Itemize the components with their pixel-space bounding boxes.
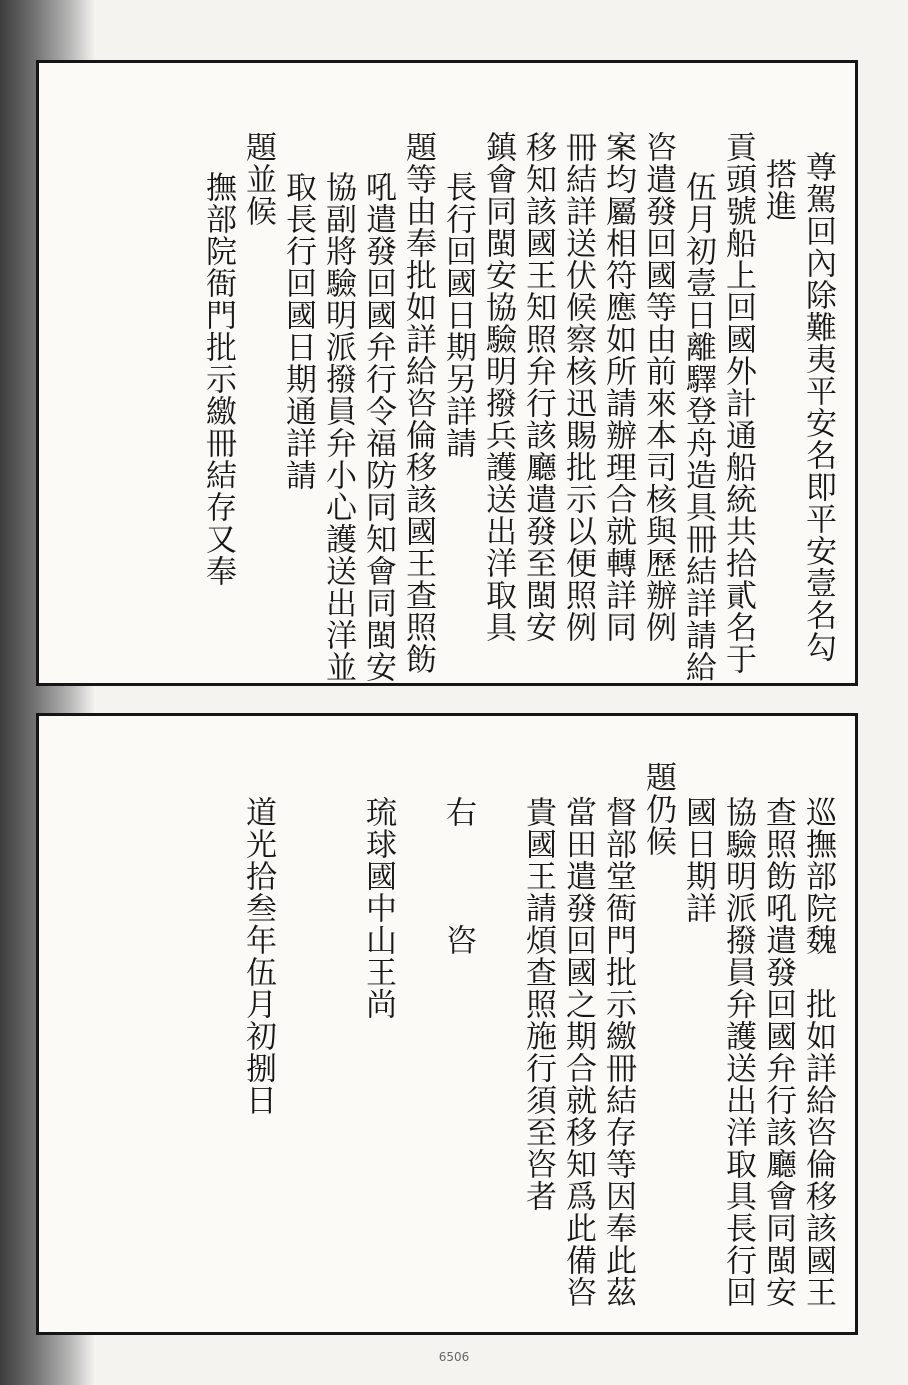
text-column: 伍月初壹日離驛登舟造具冊結詳請給 bbox=[680, 171, 716, 683]
text-column: 巡撫部院魏 批如詳給咨倫移該國王 bbox=[800, 796, 836, 1308]
addressee-column: 琉球國中山王尚 bbox=[360, 796, 396, 1020]
text-column: 鎮會同閩安協驗明撥兵護送出洋取具 bbox=[480, 131, 516, 643]
text-column: 題並候 bbox=[240, 131, 276, 227]
text-column: 協驗明派撥員弁護送出洋取具長行回 bbox=[720, 796, 756, 1308]
text-column: 題仍候 bbox=[640, 761, 676, 857]
upper-page-panel bbox=[36, 60, 858, 686]
text-column: 當田遣發回國之期合就移知爲此備咨 bbox=[560, 796, 596, 1308]
text-column: 搭進 bbox=[760, 158, 796, 222]
text-column: 尊駕回內除難夷平安名即平安壹名勾 bbox=[800, 151, 836, 663]
text-column: 長行回國日期另詳請 bbox=[440, 171, 476, 459]
text-column: 咨遣發回國等由前來本司核與歷辦例 bbox=[640, 131, 676, 643]
text-column: 督部堂衙門批示繳冊結存等因奉此茲 bbox=[600, 796, 636, 1308]
text-column: 國日期詳 bbox=[680, 796, 716, 924]
text-column: 貢頭號船上回國外計通船統共拾貳名于 bbox=[720, 131, 756, 675]
text-column: 吼遣發回國弁行令福防同知會同閩安 bbox=[360, 171, 396, 683]
text-column: 右 咨 bbox=[440, 796, 476, 956]
text-column: 移知該國王知照弁行該廳遣發至閩安 bbox=[520, 131, 556, 643]
text-column: 查照飭吼遣發回國弁行該廳會同閩安 bbox=[760, 796, 796, 1308]
text-column: 冊結詳送伏候察核迅賜批示以便照例 bbox=[560, 131, 596, 643]
text-column: 貴國王請煩查照施行須至咨者 bbox=[520, 796, 556, 1212]
text-column: 題等由奉批如詳給咨倫移該國王查照飭 bbox=[400, 131, 436, 675]
text-column: 協副將驗明派撥員弁小心護送出洋並 bbox=[320, 171, 356, 683]
date-column: 道光拾叁年伍月初捌日 bbox=[240, 796, 276, 1116]
text-column: 取長行回國日期通詳請 bbox=[280, 171, 316, 491]
lower-page-panel bbox=[36, 713, 858, 1335]
page-number: 6506 bbox=[438, 1350, 470, 1364]
text-column: 案均屬相符應如所請辦理合就轉詳同 bbox=[600, 131, 636, 643]
text-column: 撫部院衙門批示繳冊結存又奉 bbox=[200, 171, 236, 587]
